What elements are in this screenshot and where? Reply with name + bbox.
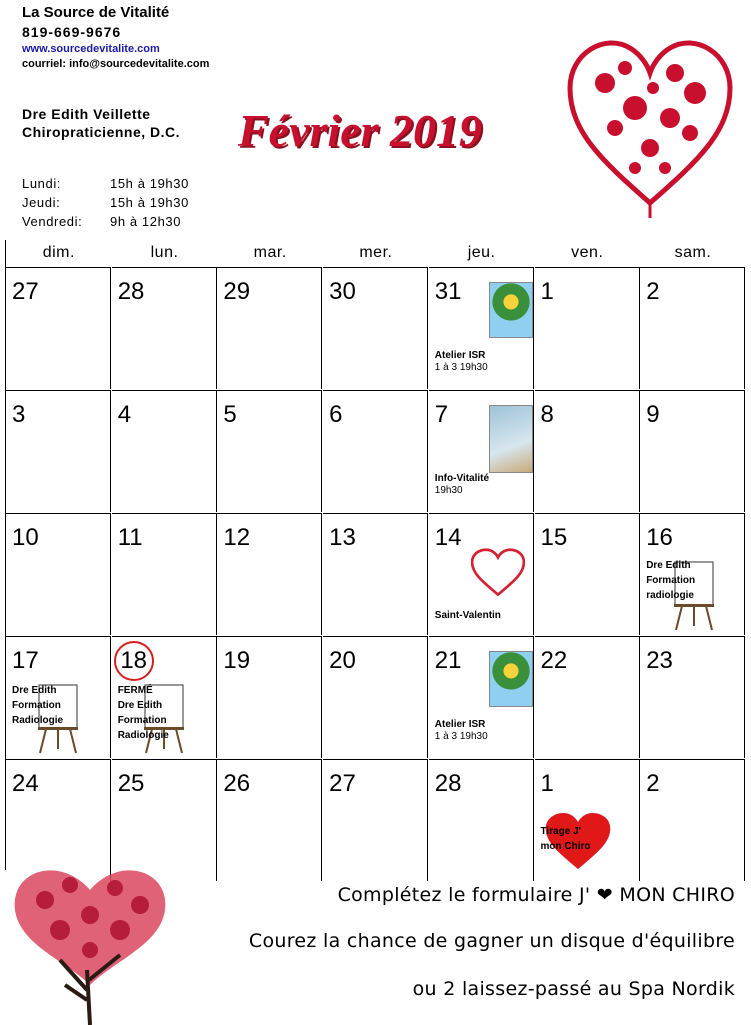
calendar-event bbox=[541, 824, 591, 854]
calendar-day-cell bbox=[640, 390, 745, 512]
promo-footer bbox=[0, 870, 751, 1024]
event-line: Radiologie bbox=[117, 730, 169, 741]
day-number: 10 bbox=[12, 524, 39, 551]
event-line: Dre Edith bbox=[646, 560, 691, 571]
day-number: 27 bbox=[12, 278, 39, 305]
calendar-day-cell bbox=[429, 513, 534, 635]
day-number: 1 bbox=[540, 278, 554, 305]
day-number: 6 bbox=[329, 401, 343, 428]
calendar-event bbox=[435, 473, 489, 497]
day-number: 22 bbox=[540, 647, 568, 674]
event-line: Formation bbox=[117, 715, 167, 726]
event-time: 19h30 bbox=[434, 485, 463, 496]
doctor-title: Chiropraticienne, D.C. bbox=[22, 124, 181, 140]
calendar-day-cell bbox=[6, 267, 111, 389]
calendar-day-cell bbox=[535, 759, 640, 881]
calendar-day-cell bbox=[535, 390, 640, 512]
day-number: 27 bbox=[329, 770, 356, 797]
day-number: 19 bbox=[223, 647, 251, 674]
calendar-day-cell bbox=[640, 267, 745, 389]
day-number: 8 bbox=[540, 401, 554, 428]
calendar-day-cell bbox=[535, 513, 640, 635]
calendar-day-cell bbox=[217, 513, 322, 635]
calendar-day-cell bbox=[217, 759, 322, 881]
event-line: Formation bbox=[646, 575, 696, 586]
heart-icon: ❤ bbox=[596, 884, 614, 906]
calendar-event bbox=[12, 683, 63, 728]
day-number: 25 bbox=[117, 770, 145, 797]
calendar-event bbox=[118, 683, 169, 743]
event-time: 1 à 3 19h30 bbox=[434, 362, 488, 373]
event-line: Tirage J' bbox=[540, 826, 582, 837]
business-name: La Source de Vitalité bbox=[22, 4, 170, 21]
day-number: 28 bbox=[434, 770, 462, 797]
day-number: 1 bbox=[540, 770, 554, 797]
promo-line-3: ou 2 laissez-passé au Spa Nordik bbox=[412, 978, 735, 1000]
website-link[interactable]: www.sourcedevitalite.com bbox=[22, 43, 160, 55]
hours-time: 15h à 19h30 bbox=[110, 195, 189, 210]
event-title: Atelier ISR bbox=[434, 719, 486, 730]
calendar-day-cell bbox=[112, 513, 217, 635]
weekday-label: ven. bbox=[571, 244, 604, 261]
calendar-day-cell bbox=[323, 759, 428, 881]
office-hours bbox=[22, 174, 210, 231]
day-number: 23 bbox=[646, 647, 673, 674]
event-line: Formation bbox=[12, 700, 61, 711]
tree-image-icon bbox=[489, 282, 533, 338]
promo-line-1-end: MON CHIRO bbox=[619, 884, 735, 906]
calendar-day-cell bbox=[217, 267, 322, 389]
promo-line-1-start: Complétez le formulaire J' bbox=[337, 884, 591, 906]
hours-time: 9h à 12h30 bbox=[110, 214, 182, 229]
hours-time: 15h à 19h30 bbox=[110, 176, 189, 191]
calendar-day-cell bbox=[429, 759, 534, 881]
email-text: courriel: info@sourcedevitalite.com bbox=[22, 58, 210, 70]
hours-day: Vendredi: bbox=[22, 214, 83, 229]
hours-day: Lundi: bbox=[22, 176, 62, 191]
day-number: 3 bbox=[12, 401, 26, 428]
calendar-event bbox=[435, 610, 501, 622]
bottle-image-icon bbox=[489, 405, 533, 473]
calendar bbox=[5, 240, 746, 870]
weekday-label: dim. bbox=[42, 244, 75, 261]
day-number: 16 bbox=[646, 524, 673, 551]
promo-line-1 bbox=[338, 884, 735, 906]
day-number: 18 bbox=[114, 641, 154, 681]
day-number: 17 bbox=[12, 647, 39, 674]
calendar-day-cell bbox=[217, 636, 322, 758]
calendar-day-cell bbox=[112, 390, 217, 512]
day-number: 2 bbox=[646, 770, 660, 797]
event-title: Info-Vitalité bbox=[434, 473, 490, 484]
weekday-label: mar. bbox=[253, 244, 287, 261]
event-title: Atelier ISR bbox=[434, 350, 486, 361]
calendar-day-cell bbox=[112, 636, 217, 758]
day-number: 21 bbox=[434, 647, 462, 674]
calendar-day-cell bbox=[323, 636, 428, 758]
weekday-header bbox=[6, 240, 746, 266]
weekday-label: mer. bbox=[359, 244, 393, 261]
weekday-label: jeu. bbox=[467, 244, 496, 261]
calendar-day-cell bbox=[112, 267, 217, 389]
calendar-day-cell bbox=[323, 267, 428, 389]
calendar-day-cell bbox=[429, 636, 534, 758]
day-number: 26 bbox=[223, 770, 251, 797]
calendar-day-cell bbox=[217, 390, 322, 512]
day-number: 11 bbox=[117, 524, 143, 551]
calendar-day-cell bbox=[640, 759, 745, 881]
day-number: 28 bbox=[117, 278, 145, 305]
day-number: 12 bbox=[223, 524, 251, 551]
event-line: Dre Edith bbox=[117, 700, 163, 711]
day-number: 7 bbox=[434, 401, 449, 428]
calendar-event bbox=[646, 558, 695, 603]
tree-image-icon bbox=[489, 651, 533, 707]
day-number: 20 bbox=[329, 647, 356, 674]
event-line: Dre Edith bbox=[12, 685, 57, 696]
day-number: 9 bbox=[646, 401, 660, 428]
event-title: Saint-Valentin bbox=[434, 610, 501, 621]
month-title: Février 2019 bbox=[238, 105, 483, 156]
promo-line-2: Courez la chance de gagner un disque d'équilibre bbox=[248, 930, 735, 952]
floral-heart-icon bbox=[471, 548, 525, 598]
calendar-day-cell bbox=[6, 513, 111, 635]
day-number: 24 bbox=[12, 770, 39, 797]
day-number: 5 bbox=[223, 401, 237, 428]
hours-day: Jeudi: bbox=[22, 195, 61, 210]
calendar-day-cell bbox=[6, 636, 111, 758]
calendar-day-cell bbox=[535, 267, 640, 389]
weekday-label: lun. bbox=[150, 244, 179, 261]
day-number: 30 bbox=[329, 278, 356, 305]
calendar-event bbox=[435, 350, 488, 374]
day-number: 2 bbox=[646, 278, 660, 305]
calendar-day-cell bbox=[429, 390, 534, 512]
calendar-day-cell bbox=[323, 390, 428, 512]
calendar-day-cell bbox=[323, 513, 428, 635]
calendar-day-cell bbox=[429, 267, 534, 389]
calendar-day-cell bbox=[640, 636, 745, 758]
phone-number: 819-669-9676 bbox=[22, 24, 122, 40]
day-number: 29 bbox=[223, 278, 251, 305]
event-time: 1 à 3 19h30 bbox=[434, 731, 488, 742]
day-number: 4 bbox=[117, 401, 132, 428]
event-line: mon Chiro bbox=[540, 841, 591, 852]
day-number: 31 bbox=[434, 278, 462, 305]
calendar-event bbox=[435, 719, 488, 743]
heart-tree-icon bbox=[5, 850, 175, 1025]
day-number: 15 bbox=[540, 524, 568, 551]
day-number: 14 bbox=[434, 524, 462, 551]
weekday-label: sam. bbox=[674, 244, 712, 261]
event-line: radiologie bbox=[646, 590, 694, 601]
event-line: Radiologie bbox=[12, 715, 64, 726]
doctor-name: Dre Edith Veillette bbox=[22, 106, 151, 122]
calendar-day-cell bbox=[640, 513, 745, 635]
day-number: 13 bbox=[329, 524, 356, 551]
calendar-day-cell bbox=[6, 390, 111, 512]
event-line: FERMÉ bbox=[117, 685, 153, 696]
floral-heart-icon bbox=[565, 28, 735, 218]
calendar-day-cell bbox=[535, 636, 640, 758]
